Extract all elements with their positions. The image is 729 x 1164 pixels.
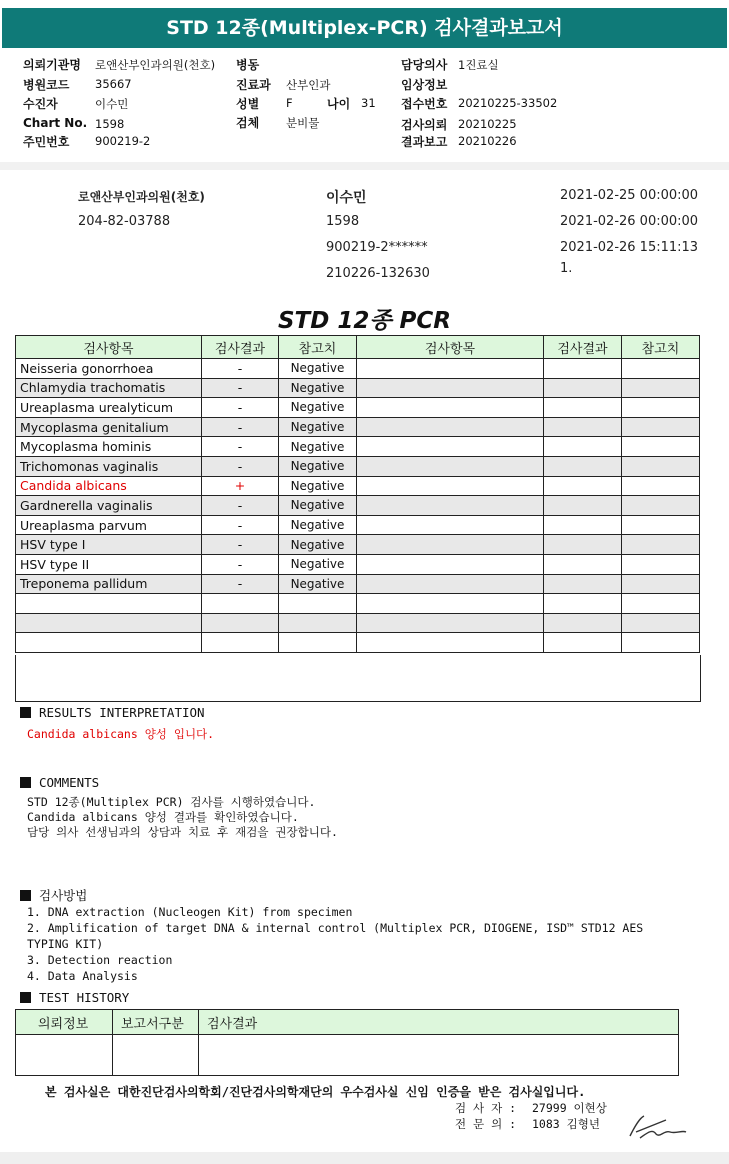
history-header-row <box>16 1010 679 1035</box>
test-name: Candida albicans <box>16 476 202 496</box>
col-header: 검사항목 <box>16 336 202 359</box>
test-name: Chlamydia trachomatis <box>16 378 202 398</box>
report-date-value: 20210226 <box>458 134 517 148</box>
test-name: Treponema pallidum <box>16 574 202 594</box>
reference-value-empty <box>622 613 700 633</box>
dept-value: 산부인과 <box>286 78 331 92</box>
reference-value <box>279 633 357 653</box>
reference-value-empty <box>622 417 700 437</box>
test-name-empty <box>357 398 544 418</box>
test-name <box>16 594 202 614</box>
test-result-empty <box>544 535 622 555</box>
code-value: 35667 <box>95 77 132 91</box>
reference-value-empty <box>622 437 700 457</box>
square-bullet-icon <box>20 777 31 788</box>
reference-value: Negative <box>279 574 357 594</box>
method-heading-text: 검사방법 <box>39 888 88 903</box>
results-heading-text: RESULTS INTERPRETATION <box>39 705 205 720</box>
method-heading <box>20 886 87 904</box>
clinical-label: 임상정보 <box>401 78 448 92</box>
chart-label: Chart No. <box>23 116 88 130</box>
table-row <box>16 398 700 418</box>
test-name-empty <box>357 456 544 476</box>
col-header: 참고치 <box>622 336 700 359</box>
report-date-label: 결과보고 <box>401 135 448 149</box>
test-result-empty <box>544 476 622 496</box>
reference-value-empty <box>622 378 700 398</box>
test-name-empty <box>357 378 544 398</box>
test-name-empty <box>357 496 544 516</box>
table-row <box>16 633 700 653</box>
reference-value-empty <box>622 574 700 594</box>
test-result: - <box>202 437 279 457</box>
test-result-empty <box>544 594 622 614</box>
patient-value: 이수민 <box>95 97 129 111</box>
table-row <box>16 476 700 496</box>
reference-value: Negative <box>279 476 357 496</box>
pcr-title: STD 12종 PCR <box>277 308 452 334</box>
reference-value-empty <box>622 476 700 496</box>
reference-value: Negative <box>279 378 357 398</box>
chart-value: 1598 <box>95 117 125 131</box>
test-result: - <box>202 574 279 594</box>
history-heading <box>20 990 129 1005</box>
method-line: 1. DNA extraction (Nucleogen Kit) from specimen <box>27 905 353 919</box>
test-result-empty <box>544 437 622 457</box>
test-name-empty <box>357 594 544 614</box>
history-table <box>15 1009 679 1076</box>
info-date2: 2021-02-26 00:00:00 <box>560 214 699 229</box>
test-result-empty <box>544 359 622 379</box>
reference-value-empty <box>622 456 700 476</box>
test-result <box>202 613 279 633</box>
comments-heading <box>20 775 99 790</box>
doctor-label: 담당의사 <box>401 58 448 72</box>
test-result: - <box>202 515 279 535</box>
specialist-label: 전 문 의 : <box>455 1117 517 1131</box>
doctor-value: 1진료실 <box>458 58 499 72</box>
tester-value: 27999 이현상 <box>532 1101 607 1115</box>
divider <box>0 162 729 170</box>
table-row <box>16 456 700 476</box>
receipt-label: 접수번호 <box>401 97 448 111</box>
test-result: - <box>202 554 279 574</box>
table-row <box>16 594 700 614</box>
comments-heading-text: COMMENTS <box>39 775 100 790</box>
certification-text: 본 검사실은 대한진단검사의학회/진단검사의학재단의 우수검사실 신임 인증을 받은 검사실입니다. <box>45 1085 586 1099</box>
patient-label: 수진자 <box>23 97 58 111</box>
test-result <box>202 594 279 614</box>
square-bullet-icon <box>20 992 31 1003</box>
reference-value-empty <box>622 398 700 418</box>
col-header: 검사결과 <box>199 1010 679 1035</box>
test-result-empty <box>544 574 622 594</box>
col-header: 참고치 <box>279 336 357 359</box>
hospital-label: 의뢰기관명 <box>23 58 81 72</box>
test-name: Ureaplasma parvum <box>16 515 202 535</box>
test-result-empty <box>544 456 622 476</box>
reference-value: Negative <box>279 535 357 555</box>
table-header-row <box>16 336 700 359</box>
specimen-value: 분비물 <box>286 116 320 130</box>
test-result-empty <box>544 633 622 653</box>
table-row <box>16 554 700 574</box>
test-name-empty <box>357 437 544 457</box>
table-row <box>16 515 700 535</box>
table-row <box>16 437 700 457</box>
method-line: 4. Data Analysis <box>27 969 138 983</box>
report-title: STD 12종(Multiplex-PCR) 검사결과보고서 <box>2 8 727 48</box>
test-result-empty <box>544 417 622 437</box>
info-id: 210226-132630 <box>326 266 430 281</box>
table-row <box>16 359 700 379</box>
test-name-empty <box>357 554 544 574</box>
test-result-empty <box>544 554 622 574</box>
reference-value-empty <box>622 554 700 574</box>
comment-line: 담당 의사 선생님과의 상담과 치료 후 재검을 권장합니다. <box>27 825 338 839</box>
request-label: 검사의뢰 <box>401 118 448 132</box>
test-result: - <box>202 378 279 398</box>
request-value: 20210225 <box>458 117 517 131</box>
test-name: Mycoplasma hominis <box>16 437 202 457</box>
test-result-empty <box>544 496 622 516</box>
reference-value <box>279 613 357 633</box>
test-name: Neisseria gonorrhoea <box>16 359 202 379</box>
sex-label: 성별 <box>236 97 260 111</box>
history-row <box>16 1035 679 1076</box>
test-result-empty <box>544 613 622 633</box>
test-result: + <box>202 476 279 496</box>
col-header: 검사결과 <box>544 336 622 359</box>
test-result: - <box>202 398 279 418</box>
col-header: 검사결과 <box>202 336 279 359</box>
specimen-label: 검체 <box>236 116 260 130</box>
comment-line: STD 12종(Multiplex PCR) 검사를 시행하였습니다. <box>27 795 316 809</box>
reference-value: Negative <box>279 515 357 535</box>
test-name: Trichomonas vaginalis <box>16 456 202 476</box>
test-result-empty <box>544 378 622 398</box>
reference-value: Negative <box>279 554 357 574</box>
reference-value: Negative <box>279 359 357 379</box>
info-date-note: 1. <box>560 261 573 276</box>
method-line: 2. Amplification of target DNA & internal control (Multiplex PCR, DIOGENE, ISD™ STD12 AES <box>27 921 644 935</box>
test-name: HSV type II <box>16 554 202 574</box>
reference-value-empty <box>622 633 700 653</box>
ward-label: 병동 <box>236 58 260 72</box>
test-name: HSV type I <box>16 535 202 555</box>
reference-value: Negative <box>279 398 357 418</box>
test-result-empty <box>544 398 622 418</box>
test-name-empty <box>357 574 544 594</box>
reference-value-empty <box>622 359 700 379</box>
col-header: 검사항목 <box>357 336 544 359</box>
results-text: Candida albicans 양성 입니다. <box>27 727 215 741</box>
col-header: 의뢰정보 <box>16 1010 113 1035</box>
tester-label: 검 사 자 : <box>455 1101 517 1115</box>
method-line: TYPING KIT) <box>27 937 104 951</box>
test-name-empty <box>357 417 544 437</box>
reference-value: Negative <box>279 417 357 437</box>
info-name: 이수민 <box>326 190 367 206</box>
results-table <box>15 335 700 653</box>
test-result: - <box>202 456 279 476</box>
info-chart: 1598 <box>326 214 360 229</box>
info-biz-no: 204-82-03788 <box>78 214 171 229</box>
test-result <box>202 633 279 653</box>
rrn-label: 주민번호 <box>23 135 70 149</box>
test-result: - <box>202 535 279 555</box>
info-rrn: 900219-2****** <box>326 240 428 255</box>
table-footer-space <box>15 655 701 702</box>
test-name <box>16 613 202 633</box>
reference-value <box>279 594 357 614</box>
table-row <box>16 378 700 398</box>
col-header: 보고서구분 <box>113 1010 199 1035</box>
code-label: 병원코드 <box>23 78 70 92</box>
dept-label: 진료과 <box>236 78 271 92</box>
test-name-empty <box>357 535 544 555</box>
table-row <box>16 496 700 516</box>
signature-icon <box>626 1112 690 1142</box>
reference-value-empty <box>622 535 700 555</box>
test-name: Mycoplasma genitalium <box>16 417 202 437</box>
reference-value-empty <box>622 515 700 535</box>
square-bullet-icon <box>20 890 31 901</box>
test-name-empty <box>357 633 544 653</box>
reference-value-empty <box>622 496 700 516</box>
reference-value: Negative <box>279 437 357 457</box>
test-name-empty <box>357 515 544 535</box>
receipt-value: 20210225-33502 <box>458 96 558 110</box>
test-result-empty <box>544 515 622 535</box>
method-line: 3. Detection reaction <box>27 953 173 967</box>
reference-value-empty <box>622 594 700 614</box>
table-row <box>16 613 700 633</box>
test-result: - <box>202 496 279 516</box>
table-row <box>16 535 700 555</box>
age-label: 나이 <box>327 97 351 111</box>
test-name-empty <box>357 613 544 633</box>
info-date3: 2021-02-26 15:11:13 <box>560 240 699 255</box>
age-value: 31 <box>361 96 376 110</box>
table-row <box>16 417 700 437</box>
comment-line: Candida albicans 양성 결과를 확인하였습니다. <box>27 810 299 824</box>
test-name: Ureaplasma urealyticum <box>16 398 202 418</box>
test-name: Gardnerella vaginalis <box>16 496 202 516</box>
sex-value: F <box>286 96 293 110</box>
test-result: - <box>202 417 279 437</box>
test-name-empty <box>357 359 544 379</box>
reference-value: Negative <box>279 456 357 476</box>
results-heading <box>20 705 205 720</box>
page-bottom-bar <box>0 1152 729 1164</box>
table-row <box>16 574 700 594</box>
test-result: - <box>202 359 279 379</box>
hospital-value: 로앤산부인과의원(천호) <box>95 58 216 72</box>
history-heading-text: TEST HISTORY <box>39 990 130 1005</box>
info-hospital: 로앤산부인과의원(천호) <box>78 190 205 204</box>
test-name-empty <box>357 476 544 496</box>
square-bullet-icon <box>20 707 31 718</box>
reference-value: Negative <box>279 496 357 516</box>
rrn-value: 900219-2 <box>95 134 151 148</box>
specialist-value: 1083 김형년 <box>532 1117 600 1131</box>
info-date1: 2021-02-25 00:00:00 <box>560 188 699 203</box>
test-name <box>16 633 202 653</box>
